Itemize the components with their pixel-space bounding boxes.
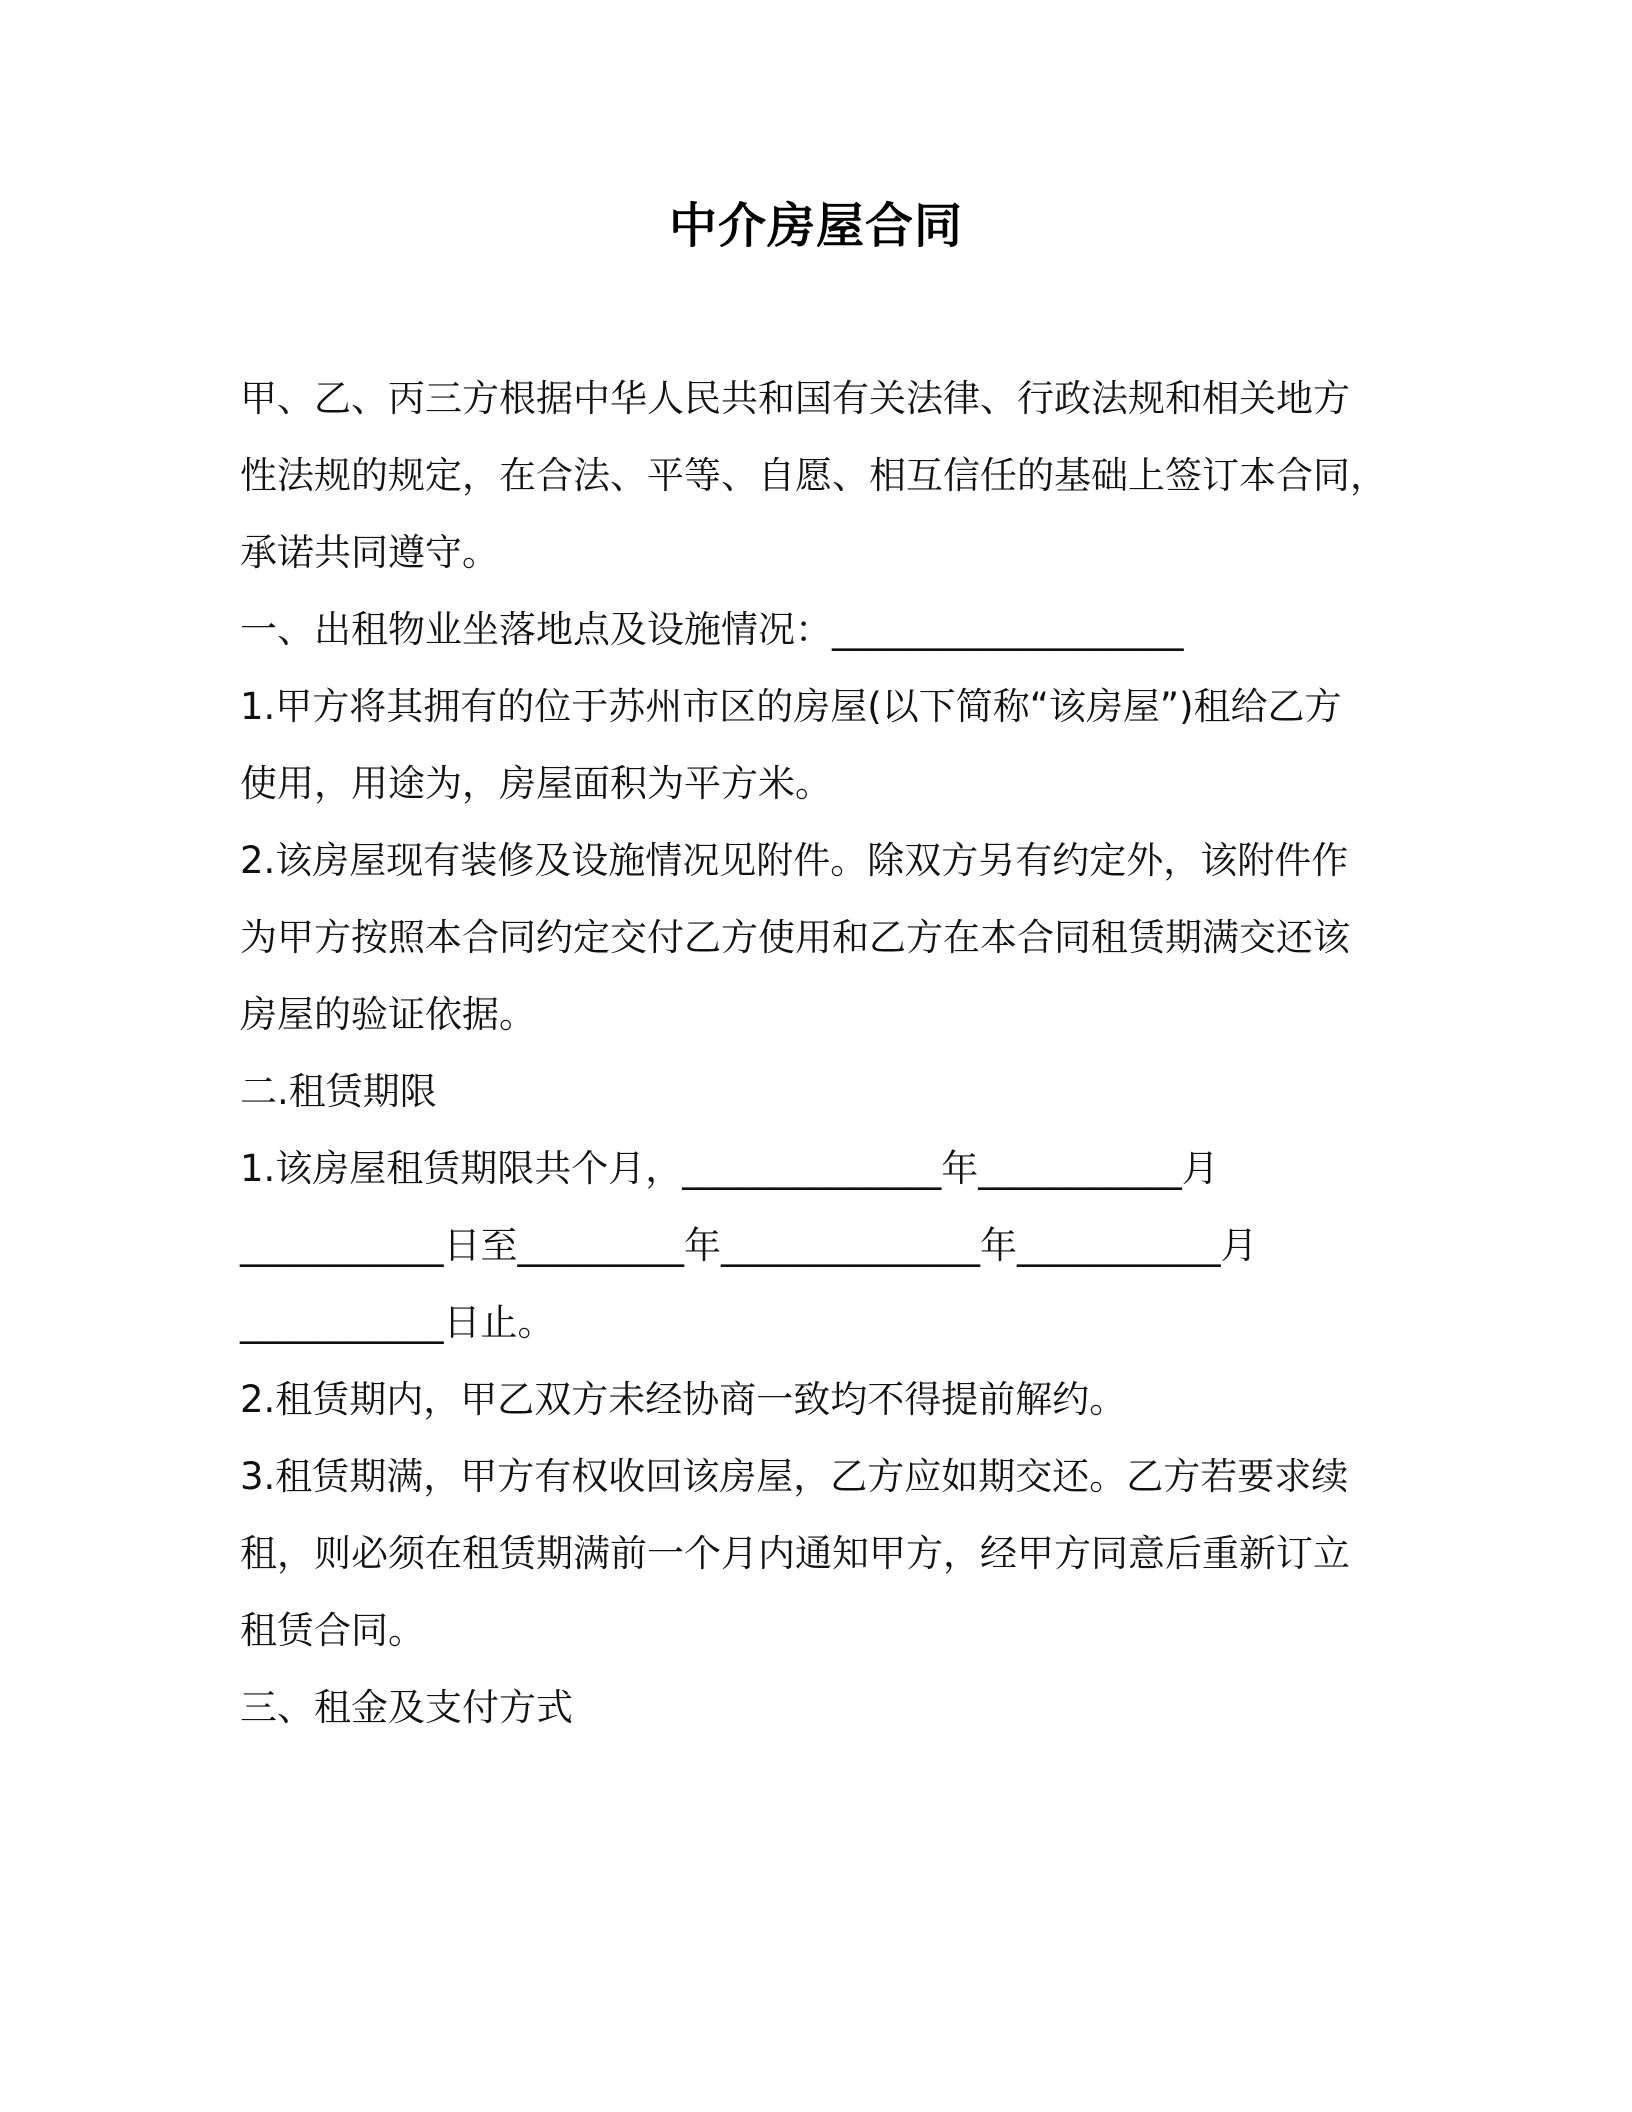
section-heading: 三、租金及支付方式	[240, 1686, 573, 1729]
document-body	[240, 360, 1410, 1746]
section-heading: 二.租赁期限	[240, 1070, 437, 1113]
document-title: 中介房屋合同	[668, 198, 963, 254]
paragraph-line: 为甲方按照本合同约定交付乙方使用和乙方在本合同租赁期满交还该	[240, 916, 1350, 959]
section-heading: 一、出租物业坐落地点及设施情况：___________________	[240, 608, 1184, 651]
paragraph-line: 2.该房屋现有装修及设施情况见附件。除双方另有约定外，该附件作	[240, 839, 1349, 882]
paragraph-line: 甲、乙、丙三方根据中华人民共和国有关法律、行政法规和相关地方	[240, 377, 1350, 420]
paragraph-line: 承诺共同遵守。	[240, 531, 499, 574]
paragraph-line: 3.租赁期满，甲方有权收回该房屋，乙方应如期交还。乙方若要求续	[240, 1455, 1349, 1498]
paragraph-line: ___________日至_________年______________年___________月	[240, 1224, 1258, 1267]
paragraph-line: 1.该房屋租赁期限共个月，______________年___________月	[240, 1147, 1219, 1190]
paragraph-line: 1.甲方将其拥有的位于苏州市区的房屋(以下简称“该房屋”)租给乙方	[240, 685, 1342, 728]
paragraph-line: 使用，用途为，房屋面积为平方米。	[240, 762, 832, 805]
paragraph-line: 性法规的规定，在合法、平等、自愿、相互信任的基础上签订本合同，	[240, 454, 1387, 497]
paragraph-line: ___________日止。	[240, 1301, 555, 1344]
paragraph-line: 房屋的验证依据。	[240, 993, 536, 1036]
paragraph-line: 租赁合同。	[240, 1609, 425, 1652]
paragraph-line: 2.租赁期内，甲乙双方未经协商一致均不得提前解约。	[240, 1378, 1127, 1421]
paragraph-line: 租，则必须在租赁期满前一个月内通知甲方，经甲方同意后重新订立	[240, 1532, 1350, 1575]
